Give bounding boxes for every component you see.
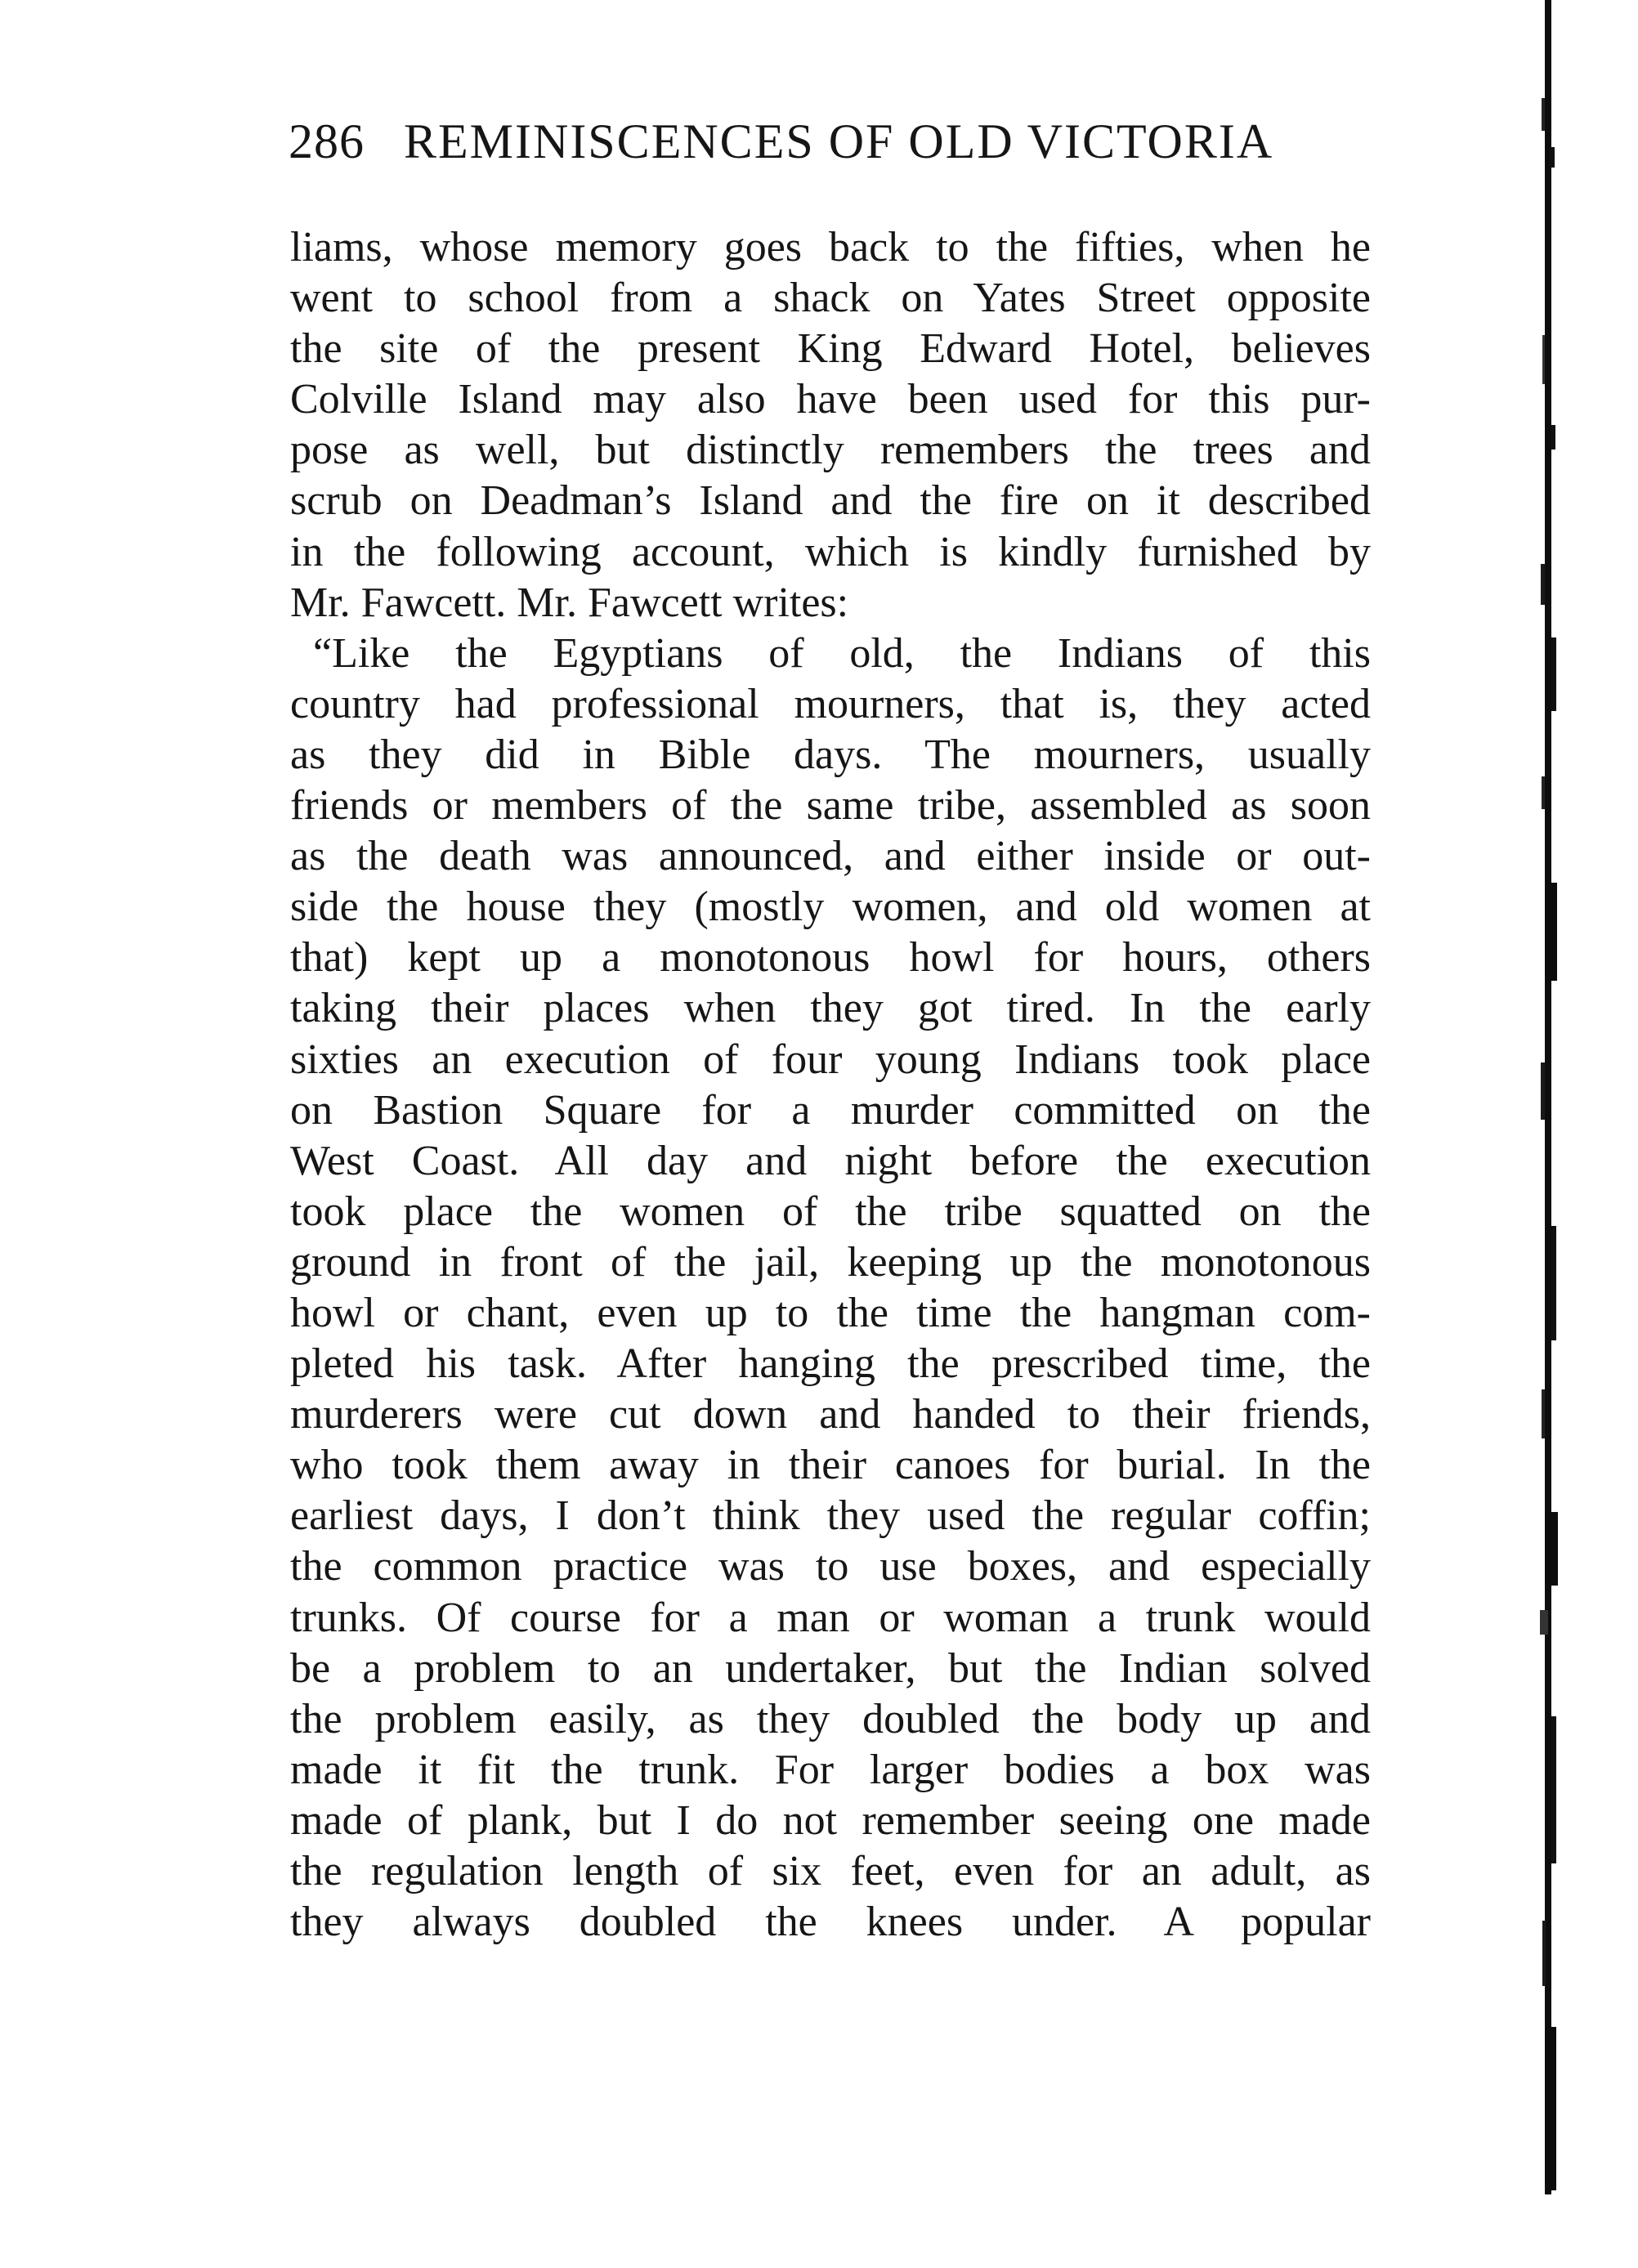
text-line: who took them away in their canoes for burial. In the (290, 1442, 1371, 1489)
text-line: pleted his task. After hanging the prescribed time, the (290, 1340, 1371, 1388)
running-title: REMINISCENCES OF OLD VICTORIA (404, 114, 1274, 168)
text-line: the regulation length of six feet, even for an adult, as (290, 1848, 1371, 1894)
text-line: ground in front of the jail, keeping up the monotonous (290, 1238, 1371, 1286)
running-head (289, 105, 1376, 178)
text-line: that) kept up a monotonous howl for hours, others (290, 934, 1371, 982)
text-line: the site of the present King Edward Hotel, believes (290, 325, 1371, 373)
text-line: went to school from a shack on Yates Street opposite (290, 275, 1371, 322)
text-line: made of plank, but I do not remember seeing one made (290, 1796, 1371, 1844)
text-line: liams, whose memory goes back to the fifties, when he (290, 224, 1371, 271)
page-binding-edge (1535, 0, 1560, 2268)
text-line: earliest days, I don’t think they used the regular coffin; (290, 1492, 1371, 1540)
text-line: the common practice was to use boxes, and especially (290, 1543, 1371, 1590)
text-line: side the house they (mostly women, and old women at (290, 883, 1371, 931)
page-number: 286 (289, 114, 365, 168)
text-line: Mr. Fawcett. Mr. Fawcett writes: (290, 579, 849, 626)
text-line: as they did in Bible days. The mourners, usually (290, 731, 1371, 778)
text-line: they always doubled the knees under. A popular (290, 1899, 1371, 1946)
text-line: the problem easily, as they doubled the body up and (290, 1695, 1371, 1742)
text-line: taking their places when they got tired. In the early (290, 985, 1371, 1032)
text-line: Colville Island may also have been used for this pur- (290, 376, 1371, 423)
text-line: as the death was announced, and either inside or out- (290, 833, 1371, 880)
body-text (290, 222, 1371, 1948)
text-line: “Like the Egyptians of old, the Indians of this (313, 629, 1371, 677)
text-line: on Bastion Square for a murder committed on the (290, 1086, 1371, 1134)
text-line: murderers were cut down and handed to their friends, (290, 1391, 1371, 1438)
text-line: scrub on Deadman’s Island and the fire on it described (290, 477, 1371, 525)
text-line: howl or chant, even up to the time the hangman com- (290, 1289, 1371, 1336)
text-line: trunks. Of course for a man or woman a trunk would (290, 1594, 1371, 1641)
text-line: be a problem to an undertaker, but the Indian solved (290, 1644, 1371, 1692)
text-line: West Coast. All day and night before the execution (290, 1137, 1371, 1184)
text-line: sixties an execution of four young Indians took place (290, 1036, 1371, 1083)
text-line: in the following account, which is kindly furnished by (290, 528, 1371, 575)
text-line: took place the women of the tribe squatted on the (290, 1188, 1371, 1235)
text-line: country had professional mourners, that is, they acted (290, 680, 1371, 727)
text-line: friends or members of the same tribe, assembled as soon (290, 782, 1371, 830)
text-line: pose as well, but distinctly remembers the trees and (290, 427, 1371, 474)
text-line: made it fit the trunk. For larger bodies a box was (290, 1746, 1371, 1793)
